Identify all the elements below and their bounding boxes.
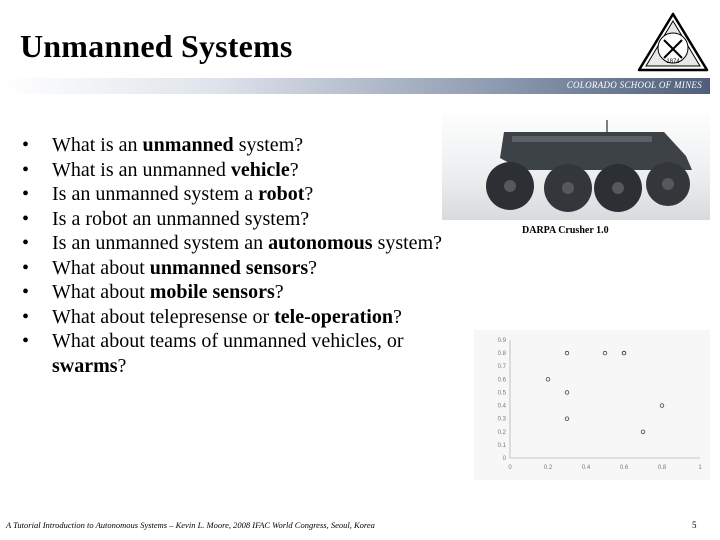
page-number: 5 bbox=[692, 520, 697, 530]
slide-title: Unmanned Systems bbox=[20, 28, 293, 64]
bullet-text: What about bbox=[52, 281, 150, 303]
y-tick-label: 0 bbox=[502, 456, 506, 462]
bullet-text: ? bbox=[304, 183, 314, 205]
bullet-text: system? bbox=[372, 232, 442, 254]
bullet-text: ? bbox=[274, 281, 284, 303]
bullet-text: ? bbox=[117, 354, 127, 377]
robot-deck bbox=[512, 136, 652, 142]
bullet-keyword: swarms bbox=[52, 354, 118, 377]
crusher-robot-image bbox=[442, 108, 710, 220]
y-tick-label: 0.1 bbox=[497, 442, 506, 449]
y-tick-label: 0.5 bbox=[497, 390, 506, 397]
bullet-dot: • bbox=[22, 330, 30, 352]
bullet-list bbox=[22, 133, 482, 378]
x-tick-label: 1 bbox=[698, 465, 702, 471]
robot-caption: DARPA Crusher 1.0 bbox=[522, 225, 609, 236]
bullet-dot: • bbox=[22, 134, 30, 156]
bullet-item bbox=[22, 256, 482, 281]
y-tick-label: 0.9 bbox=[497, 338, 506, 344]
x-tick-label: 0.8 bbox=[657, 465, 667, 471]
x-tick-label: 0.4 bbox=[581, 465, 591, 471]
y-tick-label: 0.3 bbox=[497, 416, 506, 423]
bullet-keyword: unmanned sensors bbox=[149, 256, 309, 279]
y-tick-label: 0.6 bbox=[497, 377, 506, 384]
bullet-keyword: robot bbox=[258, 183, 305, 205]
x-tick-label: 0 bbox=[508, 465, 512, 471]
bullet-text: ? bbox=[308, 256, 318, 279]
bullet-text: What about bbox=[52, 256, 150, 279]
x-tick-label: 0.2 bbox=[543, 465, 553, 471]
school-logo bbox=[637, 12, 709, 74]
bullet-keyword: vehicle bbox=[230, 158, 290, 181]
y-tick-label: 0.7 bbox=[497, 364, 506, 371]
logo-year: 1874 bbox=[666, 59, 680, 65]
bullet-text: What is an unmanned bbox=[52, 158, 231, 181]
x-tick-label: 0.6 bbox=[619, 465, 629, 471]
footer-citation: A Tutorial Introduction to Autonomous Systems – Kevin L. Moore, 2008 IFAC World Congress, Seoul, Korea bbox=[6, 520, 375, 530]
robot-hub bbox=[562, 182, 574, 194]
bullet-keyword: unmanned bbox=[142, 134, 234, 156]
bullet-item bbox=[22, 329, 482, 378]
bullet-item bbox=[22, 158, 482, 183]
y-tick-label: 0.2 bbox=[497, 429, 506, 436]
bullet-keyword: autonomous bbox=[268, 232, 373, 254]
bullet-dot: • bbox=[22, 256, 30, 279]
plot-background bbox=[474, 330, 710, 480]
swarm-scatter-plot bbox=[474, 330, 710, 480]
bullet-item bbox=[22, 133, 482, 158]
bullet-item bbox=[22, 231, 482, 256]
bullet-text: ? bbox=[393, 305, 402, 328]
bullet-item bbox=[22, 207, 482, 232]
bullet-text: What is an bbox=[52, 134, 143, 156]
bullet-dot: • bbox=[22, 232, 30, 254]
robot-hub bbox=[662, 178, 674, 190]
bullet-text: What about telepresense or bbox=[52, 305, 275, 328]
robot-hub bbox=[504, 180, 516, 192]
bullet-item bbox=[22, 182, 482, 207]
bullet-keyword: tele-operation bbox=[274, 305, 393, 328]
bullet-text: system? bbox=[233, 134, 304, 156]
y-tick-label: 0.8 bbox=[497, 351, 506, 358]
bullet-dot: • bbox=[22, 207, 30, 230]
bullet-dot: • bbox=[22, 183, 30, 205]
bullet-dot: • bbox=[22, 158, 30, 181]
bullet-text: Is an unmanned system a bbox=[52, 183, 259, 205]
y-tick-label: 0.4 bbox=[497, 403, 506, 410]
bullet-item bbox=[22, 305, 482, 330]
bullet-text: ? bbox=[289, 158, 299, 181]
bullet-item bbox=[22, 280, 482, 305]
bullet-text: Is a robot an unmanned system? bbox=[52, 207, 310, 230]
header-banner bbox=[0, 78, 710, 94]
robot-hub bbox=[612, 182, 624, 194]
bullet-text: Is an unmanned system an bbox=[52, 232, 269, 254]
institution-name: COLORADO SCHOOL OF MINES bbox=[566, 80, 702, 90]
bullet-dot: • bbox=[22, 305, 30, 328]
bullet-keyword: mobile sensors bbox=[149, 281, 275, 303]
bullet-text: What about teams of unmanned vehicles, or bbox=[52, 330, 404, 352]
bullet-dot: • bbox=[22, 281, 30, 303]
